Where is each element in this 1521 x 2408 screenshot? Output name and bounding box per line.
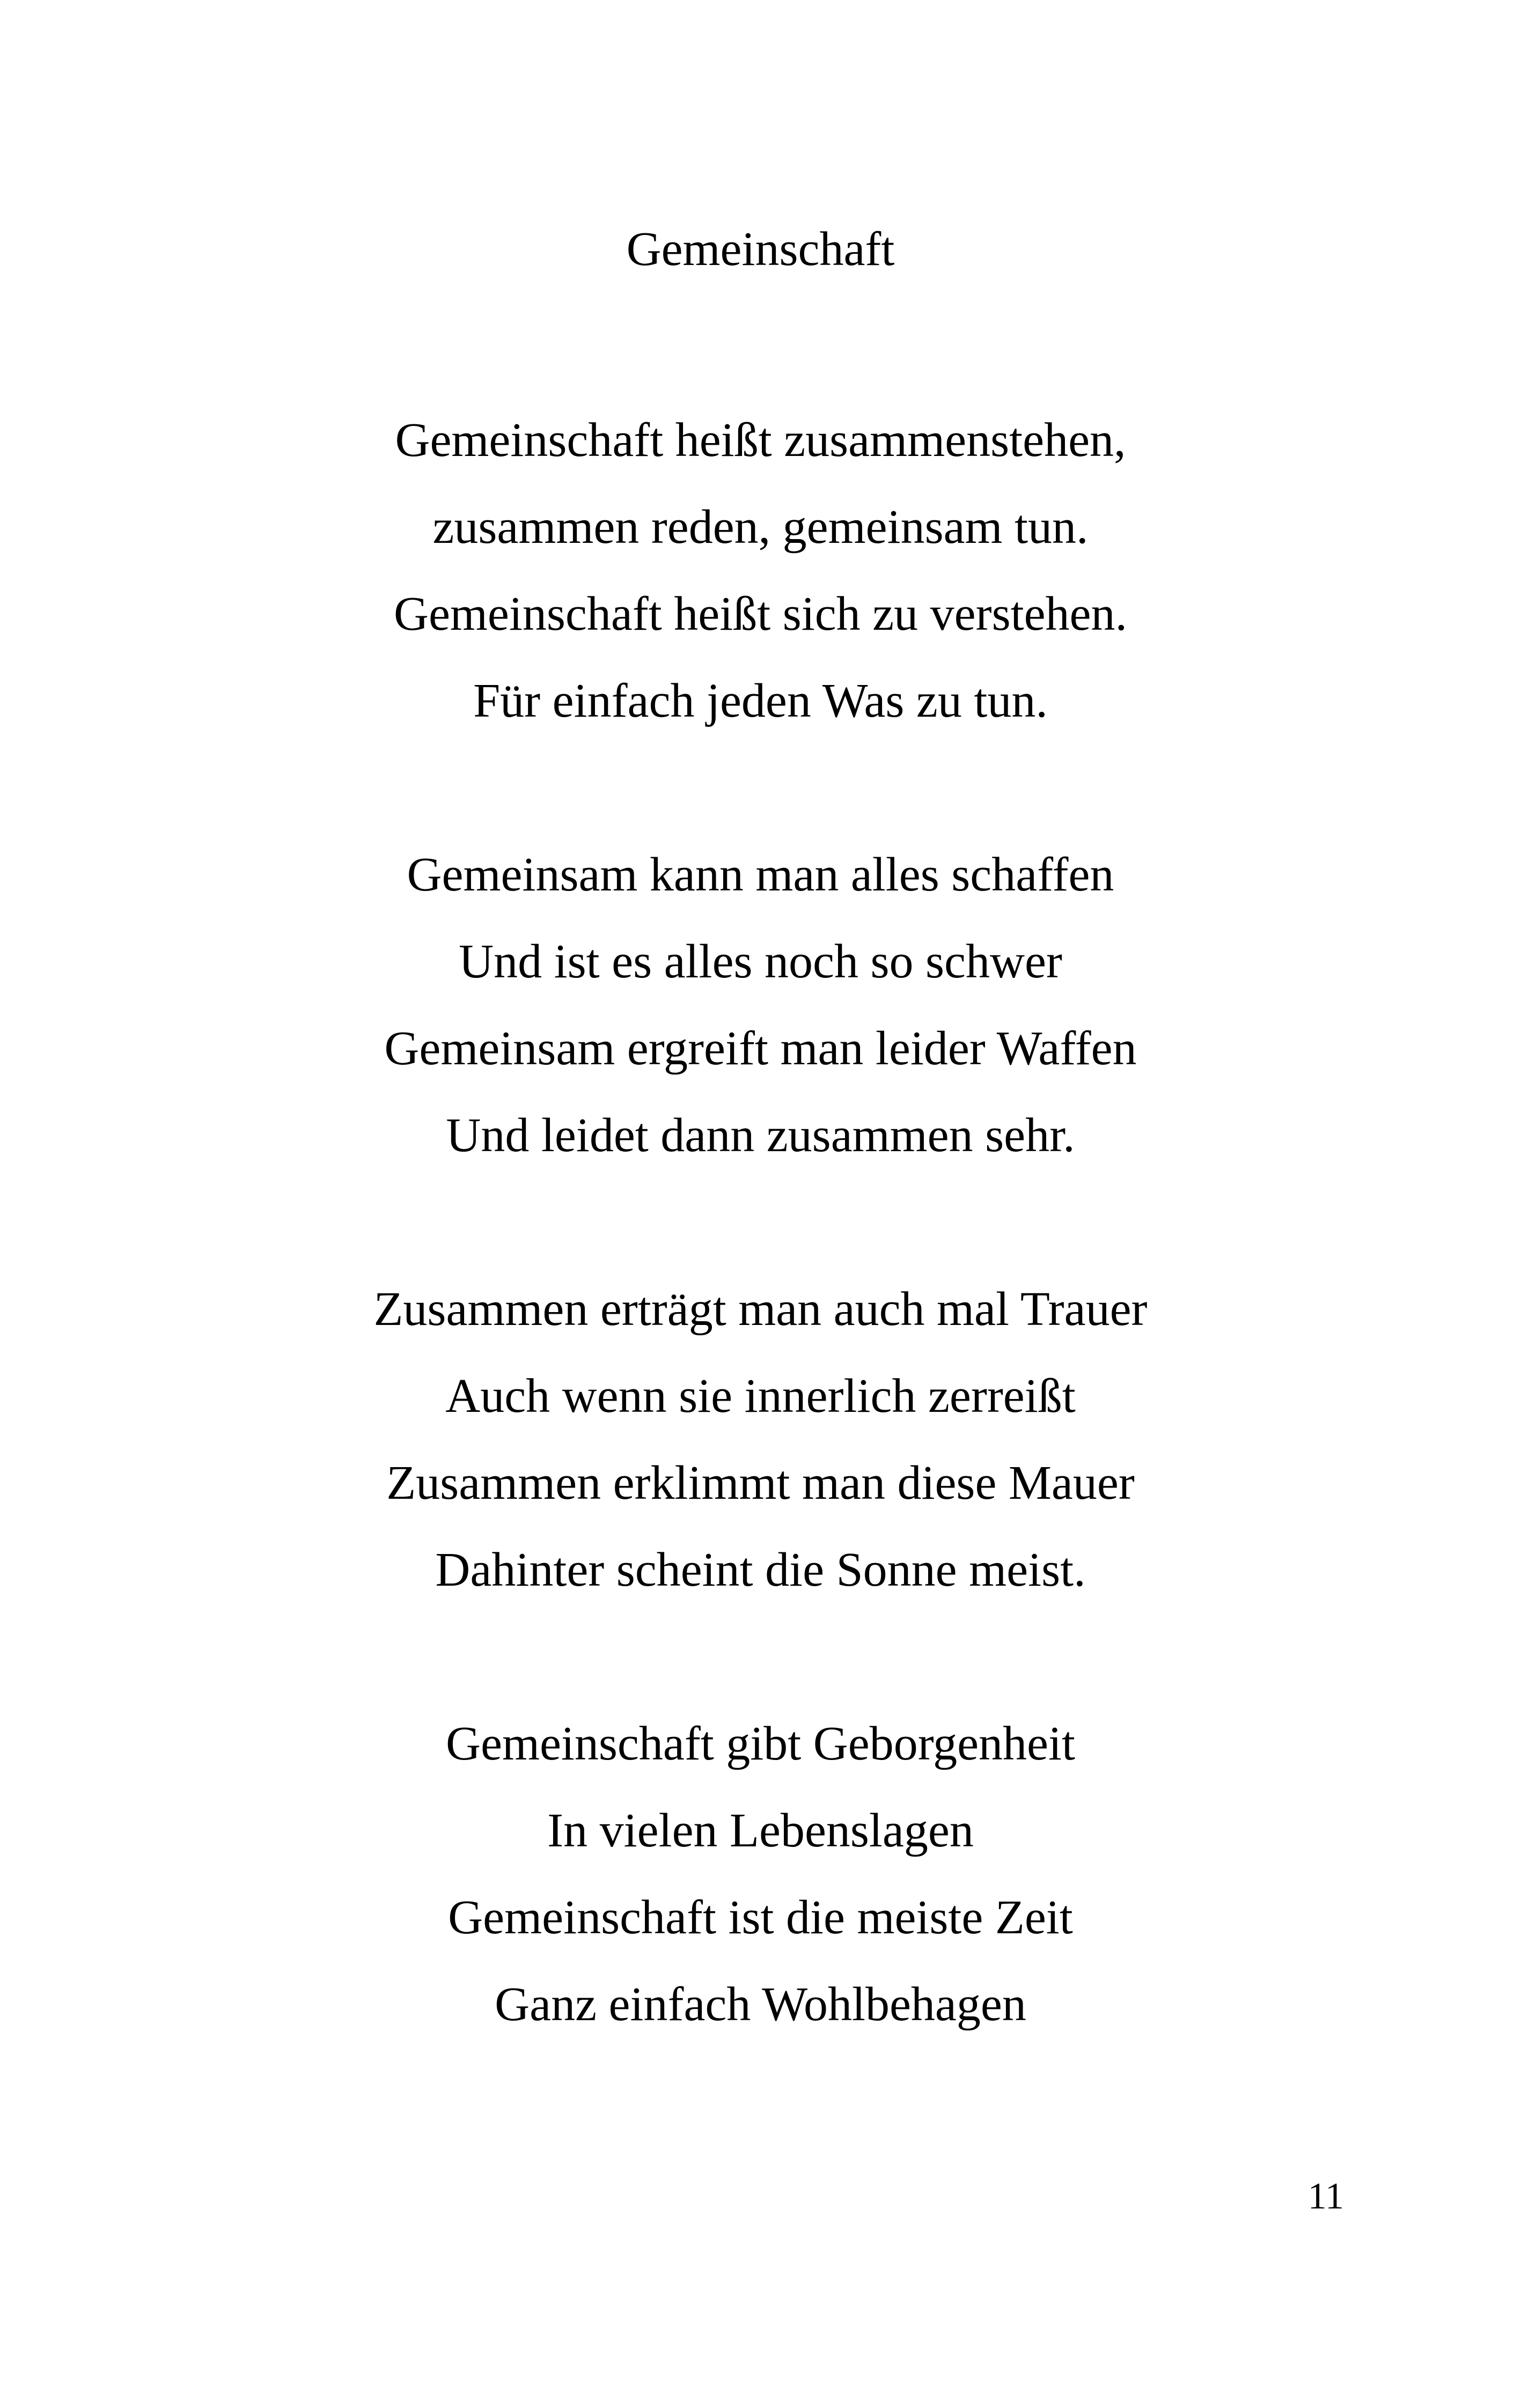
poem-line: Und leidet dann zusammen sehr. [446,1109,1075,1162]
poem-title: Gemeinschaft [626,223,895,276]
poem-line: Gemeinschaft heißt sich zu verstehen. [393,587,1127,640]
page-number: 11 [1307,2176,1344,2217]
poem-body [0,397,1521,2135]
stanza-1 [0,397,1521,745]
stanza-3 [0,1266,1521,1614]
poem-line: zusammen reden, gemeinsam tun. [432,500,1089,554]
poem-line: Gemeinschaft heißt zusammenstehen, [395,414,1126,467]
poem-line: Gemeinsam ergreift man leider Waffen [384,1022,1137,1075]
poem-line: Zusammen erklimmt man diese Mauer [386,1456,1135,1509]
poem-line: Gemeinsam kann man alles schaffen [407,848,1114,901]
poem-line: Gemeinschaft gibt Geborgenheit [446,1717,1075,1770]
poem-line: In vielen Lebenslagen [547,1804,974,1857]
poem-line: Gemeinschaft ist die meiste Zeit [448,1891,1073,1944]
poem-line: Ganz einfach Wohlbehagen [495,1978,1026,2031]
poem-line: Und ist es alles noch so schwer [459,935,1062,988]
poem-line: Für einfach jeden Was zu tun. [473,674,1048,727]
poem-line: Zusammen erträgt man auch mal Trauer [373,1283,1148,1336]
stanza-2 [0,831,1521,1179]
stanza-4 [0,1700,1521,2048]
poem-line: Dahinter scheint die Sonne meist. [435,1543,1086,1596]
poem-line: Auch wenn sie innerlich zerreißt [445,1369,1076,1423]
